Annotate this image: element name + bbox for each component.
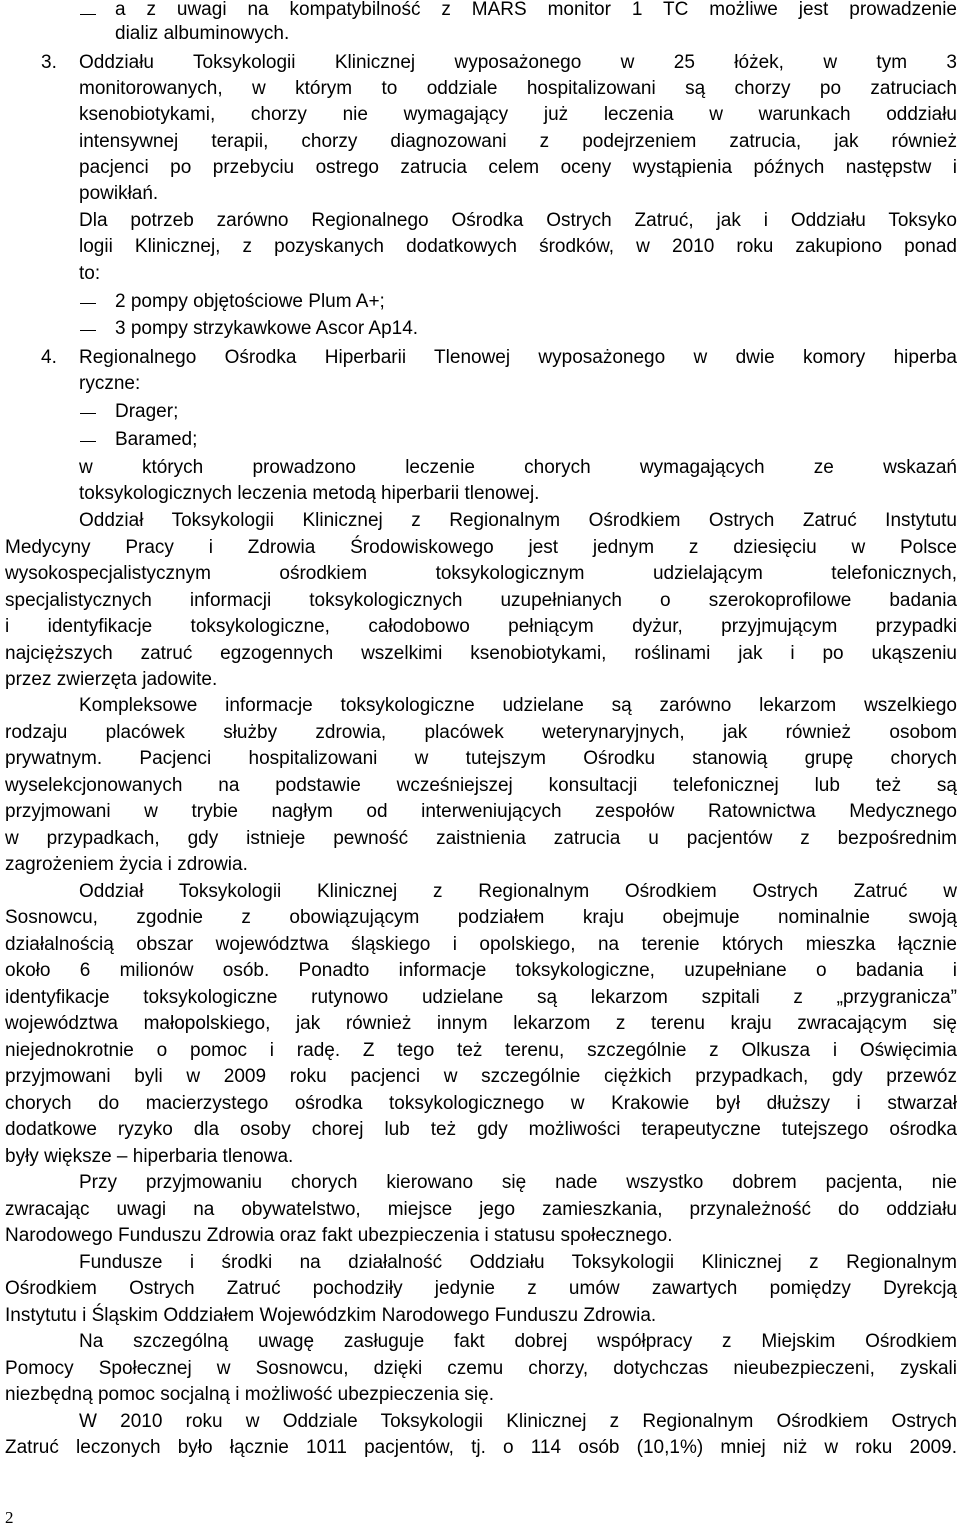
paragraph-line: Oddział Toksykologii Klinicznej z Regionalnym Ośrodkiem Ostrych Zatruć w [79, 881, 957, 902]
paragraph-line: specjalistycznych informacji toksykologicznych uzupełnianych o szerokoprofilowe badania [5, 590, 957, 611]
paragraph-line: przyjmowani byli w 2009 roku pacjenci w szczególnie ciężkich przypadkach, gdy przewóz [5, 1066, 957, 1087]
list-item-text: Baramed; [115, 429, 198, 450]
paragraph-line: działalnością obszar województwa śląskiego i opolskiego, na terenie których mieszka łącznie [5, 934, 957, 955]
paragraph-line: Kompleksowe informacje toksykologiczne udzielane są zarówno lekarzom wszelkiego [79, 695, 957, 716]
paragraph-line: Ośrodkiem Ostrych Zatruć pochodziły jedynie z umów zawartych pomiędzy Dyrekcją [5, 1278, 957, 1299]
paragraph-line: prywatnym. Pacjenci hospitalizowani w tutejszym Ośrodku stanowią grupę chorych [5, 748, 957, 769]
paragraph-line: wyselekcjonowanych na podstawie wcześniejszej konsultacji telefonicznej lub też są [5, 775, 957, 796]
paragraph-line: przyjmowani w trybie nagłym od interweniujących zespołów Ratownictwa Medycznego [5, 801, 957, 822]
paragraph-line: dodatkowe ryzyko dla osoby chorej lub też gdy możliwości terapeutyczne tutejszego ośrodka [5, 1119, 957, 1140]
paragraph-line: logii Klinicznej, z pozyskanych dodatkowych środków, w 2010 roku zakupiono ponad [79, 236, 957, 257]
paragraph-line: pacjenci po przebyciu ostrego zatrucia celem oceny wystąpienia późnych następstw i [79, 157, 957, 178]
list-dash-icon [80, 14, 96, 15]
paragraph-line: Narodowego Funduszu Zdrowia oraz fakt ubezpieczenia i statusu społecznego. [5, 1225, 673, 1246]
paragraph-line: Oddziału Toksykologii Klinicznej wyposażonego w 25 łóżek, w tym 3 [79, 52, 957, 73]
paragraph-line: W 2010 roku w Oddziale Toksykologii Klinicznej z Regionalnym Ośrodkiem Ostrych [79, 1411, 957, 1432]
paragraph-line: w których prowadzono leczenie chorych wymagających ze wskazań [79, 457, 957, 478]
paragraph-line: toksykologicznych leczenia metodą hiperbarii tlenowej. [79, 483, 540, 504]
paragraph-line: niezbędną pomoc socjalną i możliwość ubezpieczenia się. [5, 1384, 494, 1405]
list-number: 4. [41, 347, 57, 368]
paragraph-line: Pomocy Społecznej w Sosnowcu, dzięki czemu chorzy, dotychczas nieubezpieczeni, zyskali [5, 1358, 957, 1379]
paragraph-line: Przy przyjmowaniu chorych kierowano się nade wszystko dobrem pacjenta, nie [79, 1172, 957, 1193]
paragraph-line: Fundusze i środki na działalność Oddziału Toksykologii Klinicznej z Regionalnym [79, 1252, 957, 1273]
paragraph-line: przez zwierzęta jadowite. [5, 669, 218, 690]
paragraph-line: najcięższych zatruć egzogennych wszelkimi ksenobiotykami, roślinami jak i po ukąszeniu [5, 643, 957, 664]
paragraph-line: Medycyny Pracy i Zdrowia Środowiskowego jest jednym z dziesięciu w Polsce [5, 537, 957, 558]
list-item-text: Drager; [115, 401, 179, 422]
paragraph-line: to: [79, 263, 101, 284]
paragraph-line: były większe – hiperbaria tlenowa. [5, 1146, 294, 1167]
paragraph-line: Dla potrzeb zarówno Regionalnego Ośrodka Ostrych Zatruć, jak i Oddziału Toksyko [79, 210, 957, 231]
paragraph-line: niejednokrotnie o pomoc i radę. Z tego też terenu, szczególnie z Olkusza i Oświęcimia [5, 1040, 957, 1061]
page-number: 2 [5, 1508, 14, 1527]
list-item-text: 3 pompy strzykawkowe Ascor Ap14. [115, 318, 419, 339]
paragraph-line: monitorowanych, w którym to oddziale hospitalizowani są chorzy po zatruciach [79, 78, 957, 99]
list-dash-icon [80, 303, 96, 304]
paragraph-line: w przypadkach, gdy istnieje pewność zaistnienia zatrucia u pacjentów z bezpośrednim [5, 828, 957, 849]
paragraph-line: Regionalnego Ośrodka Hiperbarii Tlenowej wyposażonego w dwie komory hiperba [79, 347, 957, 368]
paragraph-line: Zatruć leczonych było łącznie 1011 pacjentów, tj. o 114 osób (10,1%) mniej niż w roku 2009. [5, 1437, 957, 1458]
paragraph-line: rodzaju placówek służby zdrowia, placówek weterynaryjnych, jak również osobom [5, 722, 957, 743]
list-dash-icon [80, 441, 96, 442]
paragraph-line: zwracając uwagi na obywatelstwo, miejsce jego zamieszkania, przynależność do oddziału [5, 1199, 957, 1220]
list-item-text: 2 pompy objętościowe Plum A+; [115, 291, 385, 312]
paragraph-line: powikłań. [79, 183, 159, 204]
list-item-text: a z uwagi na kompatybilność z MARS monitor 1 TC możliwe jest prowadzenie [115, 0, 957, 20]
list-dash-icon [80, 413, 96, 414]
paragraph-line: i identyfikacje toksykologiczne, całodobowo pełniącym dyżur, przyjmującym przypadki [5, 616, 957, 637]
paragraph-line: ryczne: [79, 373, 141, 394]
paragraph-line: Na szczególną uwagę zasługuje fakt dobrej współpracy z Miejskim Ośrodkiem [79, 1331, 957, 1352]
paragraph-line: województwa małopolskiego, jak również innym lekarzom z terenu kraju zwracającym się [5, 1013, 957, 1034]
paragraph-line: Instytutu i Śląskim Oddziałem Wojewódzkim Narodowego Funduszu Zdrowia. [5, 1305, 657, 1326]
paragraph-line: intensywnej terapii, chorzy diagnozowani z podejrzeniem zatrucia, jak również [79, 131, 957, 152]
list-item-text: dializ albuminowych. [115, 23, 290, 44]
paragraph-line: wysokospecjalistycznym ośrodkiem toksykologicznym udzielającym telefonicznych, [5, 563, 957, 584]
paragraph-line: chorych do macierzystego ośrodka toksykologicznego w Krakowie był dłuższy i stwarzał [5, 1093, 957, 1114]
paragraph-line: Oddział Toksykologii Klinicznej z Regionalnym Ośrodkiem Ostrych Zatruć Instytutu [79, 510, 957, 531]
paragraph-line: Sosnowcu, zgodnie z obowiązującym podziałem kraju obejmuje nominalnie swoją [5, 907, 957, 928]
paragraph-line: identyfikacje toksykologiczne rutynowo udzielane są lekarzom szpitali z „przygranicza” [5, 987, 957, 1008]
list-number: 3. [41, 52, 57, 73]
paragraph-line: ksenobiotykami, chorzy nie wymagający już leczenia w warunkach oddziału [79, 104, 957, 125]
paragraph-line: około 6 milionów osób. Ponadto informacje toksykologiczne, uzupełniane o badania i [5, 960, 957, 981]
paragraph-line: zagrożeniem życia i zdrowia. [5, 854, 248, 875]
list-dash-icon [80, 330, 96, 331]
